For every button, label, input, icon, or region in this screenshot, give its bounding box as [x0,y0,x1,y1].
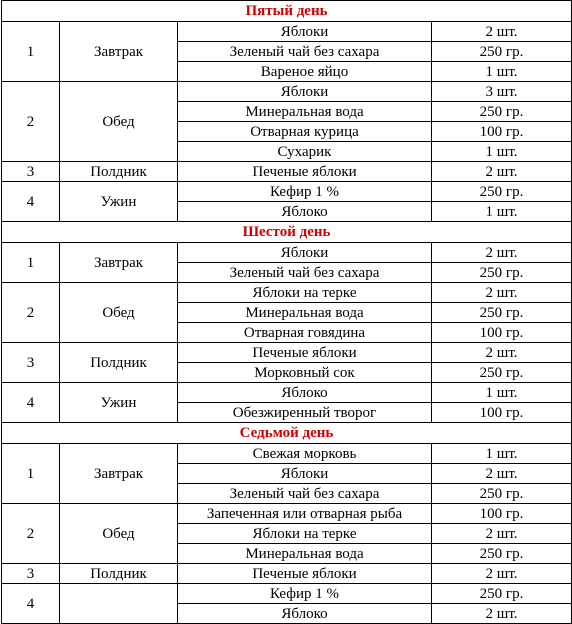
food-quantity: 2 шт. [432,243,572,263]
food-item: Обезжиренный творог [178,403,432,423]
meal-number: 2 [2,283,60,343]
table-row [2,283,572,303]
meal-name: Обед [60,283,178,343]
food-quantity: 2 шт. [432,343,572,363]
food-quantity: 250 гр. [432,303,572,323]
food-quantity: 100 гр. [432,323,572,343]
food-quantity: 1 шт. [432,62,572,82]
food-quantity: 1 шт. [432,142,572,162]
diet-menu-table [1,0,572,624]
food-quantity: 2 шт. [432,162,572,182]
table-row [2,182,572,202]
food-item: Минеральная вода [178,303,432,323]
food-item: Яблоки [178,82,432,102]
meal-number: 3 [2,343,60,383]
food-item: Зеленый чай без сахара [178,484,432,504]
food-item: Яблоки [178,464,432,484]
meal-name: Завтрак [60,444,178,504]
food-item: Зеленый чай без сахара [178,263,432,283]
food-item: Яблоки на терке [178,283,432,303]
food-item: Свежая морковь [178,444,432,464]
food-quantity: 1 шт. [432,202,572,222]
food-item: Яблоко [178,383,432,403]
meal-number: 3 [2,564,60,584]
food-quantity: 250 гр. [432,102,572,122]
day-header-row [2,222,572,243]
food-item: Яблоко [178,202,432,222]
food-item: Вареное яйцо [178,62,432,82]
food-item: Сухарик [178,142,432,162]
food-quantity: 250 гр. [432,42,572,62]
meal-number: 2 [2,82,60,162]
meal-number: 4 [2,383,60,423]
day-header-row [2,1,572,22]
meal-number: 3 [2,162,60,182]
food-item: Печеные яблоки [178,162,432,182]
food-quantity: 1 шт. [432,444,572,464]
table-row [2,243,572,263]
table-row [2,584,572,604]
meal-name: Ужин [60,182,178,222]
food-quantity: 2 шт. [432,283,572,303]
diet-menu-body [2,1,572,624]
meal-name: Полдник [60,343,178,383]
food-quantity: 3 шт. [432,82,572,102]
meal-name: Полдник [60,564,178,584]
food-item: Кефир 1 % [178,584,432,604]
food-item: Отварная говядина [178,323,432,343]
food-item: Зеленый чай без сахара [178,42,432,62]
food-item: Минеральная вода [178,544,432,564]
food-quantity: 2 шт. [432,22,572,42]
table-row [2,82,572,102]
meal-name: Завтрак [60,243,178,283]
food-quantity: 250 гр. [432,484,572,504]
food-quantity: 1 шт. [432,383,572,403]
food-item: Яблоки на терке [178,524,432,544]
food-item: Отварная курица [178,122,432,142]
table-row [2,383,572,403]
food-item: Яблоки [178,22,432,42]
meal-number: 4 [2,182,60,222]
meal-number: 2 [2,504,60,564]
food-item: Запеченная или отварная рыба [178,504,432,524]
food-quantity: 2 шт. [432,604,572,624]
meal-name: Обед [60,82,178,162]
meal-number: 4 [2,584,60,624]
table-row [2,22,572,42]
food-quantity: 100 гр. [432,122,572,142]
food-quantity: 2 шт. [432,564,572,584]
table-row [2,564,572,584]
food-quantity: 2 шт. [432,524,572,544]
meal-number: 1 [2,243,60,283]
meal-number: 1 [2,444,60,504]
table-row [2,162,572,182]
meal-name [60,584,178,624]
food-item: Кефир 1 % [178,182,432,202]
food-quantity: 250 гр. [432,584,572,604]
food-item: Морковный сок [178,363,432,383]
food-item: Печеные яблоки [178,564,432,584]
meal-name: Ужин [60,383,178,423]
meal-name: Завтрак [60,22,178,82]
table-row [2,444,572,464]
food-quantity: 250 гр. [432,263,572,283]
meal-number: 1 [2,22,60,82]
food-item: Яблоко [178,604,432,624]
food-quantity: 250 гр. [432,182,572,202]
food-item: Печеные яблоки [178,343,432,363]
table-row [2,343,572,363]
table-row [2,504,572,524]
food-quantity: 2 шт. [432,464,572,484]
day-header-row [2,423,572,444]
day-title: Седьмой день [2,423,572,444]
food-item: Яблоки [178,243,432,263]
food-quantity: 250 гр. [432,544,572,564]
day-title: Шестой день [2,222,572,243]
food-quantity: 250 гр. [432,363,572,383]
meal-name: Обед [60,504,178,564]
food-quantity: 100 гр. [432,403,572,423]
food-item: Минеральная вода [178,102,432,122]
food-quantity: 100 гр. [432,504,572,524]
meal-name: Полдник [60,162,178,182]
day-title: Пятый день [2,1,572,22]
